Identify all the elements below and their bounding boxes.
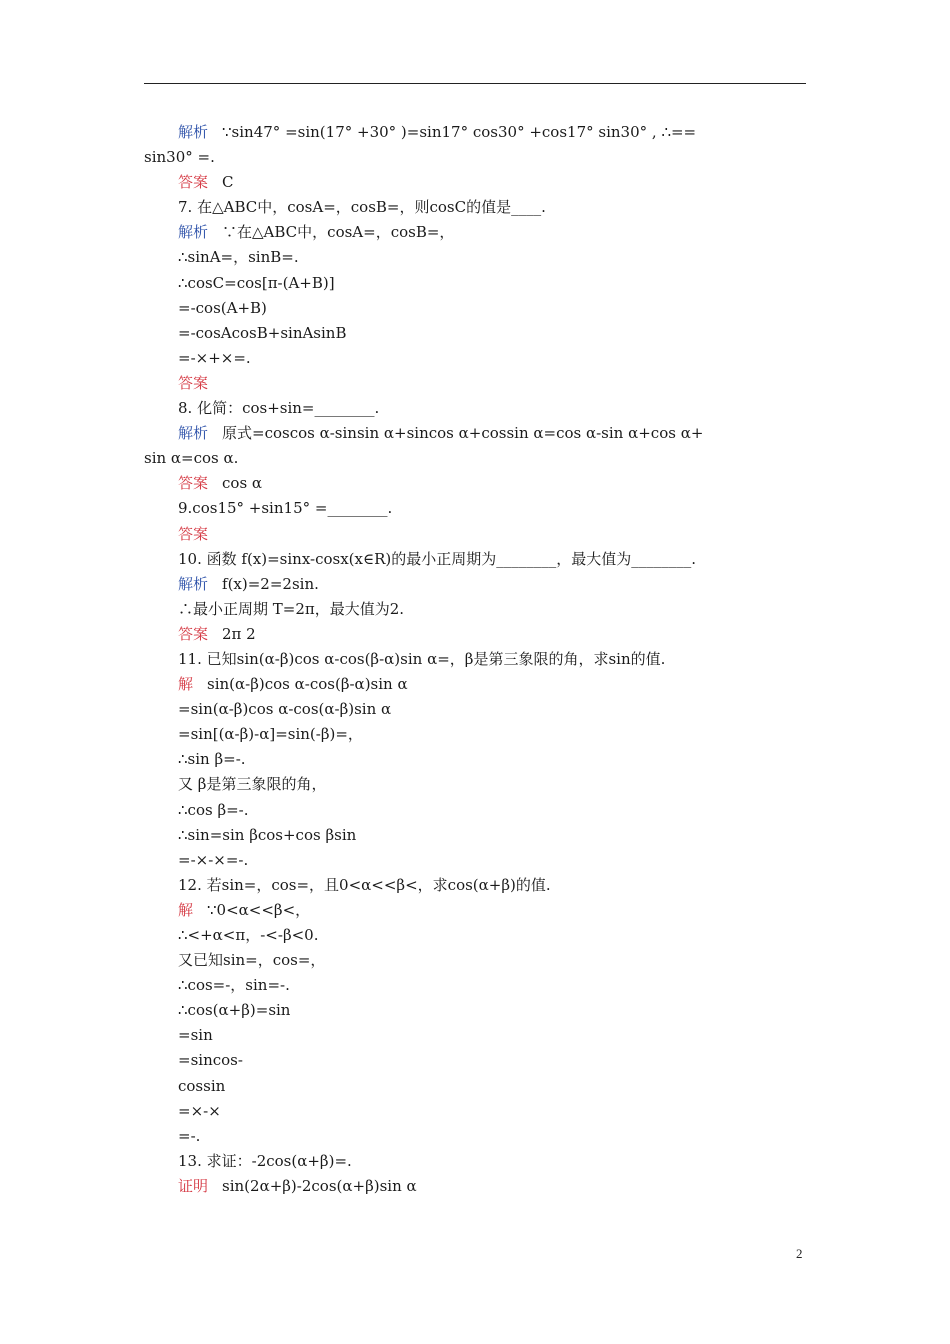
line-text: 10. 函数 f(x)=sinx-cosx(x∈R)的最小正周期为________，最大值为________. <box>178 549 697 568</box>
text-line <box>144 396 808 421</box>
text-line <box>144 722 808 747</box>
jiexi-label: 解析 <box>178 223 209 242</box>
text-line <box>144 1099 808 1124</box>
text-line <box>144 572 808 597</box>
text-line <box>144 1124 808 1149</box>
line-text: f(x)=2=2sin. <box>222 574 319 593</box>
text-line <box>144 647 808 672</box>
line-text: 8. 化简：cos+sin=________. <box>178 399 380 418</box>
text-line <box>144 195 808 220</box>
line-text: sin(α-β)cos α-cos(β-α)sin α <box>207 675 408 694</box>
line-text: =-cosAcosB+sinAsinB <box>178 323 347 342</box>
line-text: ∴cos β=-. <box>178 800 249 819</box>
line-text: 7. 在△ABC中，cosA=，cosB=，则cosC的值是____. <box>178 198 546 217</box>
text-line <box>144 697 808 722</box>
line-text: ∴最小正周期 T=2π，最大值为2. <box>178 599 405 618</box>
jiexi-label: 解析 <box>178 123 209 141</box>
line-text: ∵0<α<<β<， <box>207 900 311 919</box>
line-text: ∴sinA=，sinB=. <box>178 248 299 267</box>
line-text: ∴sin β=-. <box>178 750 246 769</box>
line-text: C <box>222 173 234 192</box>
text-line <box>144 220 808 245</box>
line-text: sin(2α+β)-2cos(α+β)sin α <box>222 1176 417 1195</box>
line-text: =-×+×=. <box>178 348 251 367</box>
text-line <box>144 973 808 998</box>
line-text: =-×-×=-. <box>178 850 249 869</box>
page-number: 2 <box>796 1246 803 1261</box>
text-line <box>144 547 808 572</box>
line-text: ∴cos=-，sin=-. <box>178 976 290 995</box>
zhengming-label: 证明 <box>178 1176 209 1195</box>
text-line <box>144 597 808 622</box>
text-line <box>144 522 808 547</box>
line-text: ∵sin47° =sin(17° +30° )=sin17° cos30° +cos17° sin30° , ∴== <box>222 123 697 141</box>
document-body <box>144 120 808 1199</box>
line-text: =-cos(A+B) <box>178 298 267 317</box>
line-text: =sincos- <box>178 1051 243 1070</box>
text-line <box>144 622 808 647</box>
daan-label: 答案 <box>178 474 209 493</box>
text-line <box>144 1074 808 1099</box>
line-text: =×-× <box>178 1101 221 1120</box>
jiexi-label: 解析 <box>178 574 209 593</box>
text-line <box>144 446 808 471</box>
line-text: =-. <box>178 1126 201 1145</box>
line-text: ∴sin=sin βcos+cos βsin <box>178 825 357 844</box>
line-text: =sin[(α-β)-α]=sin(-β)=， <box>178 725 363 744</box>
line-text: ∴<+α<π，-<-β<0. <box>178 926 319 944</box>
text-line <box>144 923 808 948</box>
line-text: 9.cos15° +sin15° =________. <box>178 499 393 518</box>
line-text: 又 β是第三象限的角， <box>178 775 327 794</box>
daan-label: 答案 <box>178 173 209 192</box>
text-line <box>144 371 808 396</box>
text-line <box>144 271 808 296</box>
line-text: 又已知sin=，cos=， <box>178 951 326 970</box>
text-line <box>144 170 808 195</box>
text-line <box>144 1149 808 1174</box>
line-text: 2π 2 <box>222 624 256 643</box>
line-text: cos α <box>222 474 263 493</box>
text-line <box>144 346 808 371</box>
header-rule <box>144 83 806 84</box>
jie-label: 解 <box>178 675 194 694</box>
text-line <box>144 747 808 772</box>
text-line <box>144 321 808 346</box>
text-line <box>144 145 808 170</box>
line-text: =sin(α-β)cos α-cos(α-β)sin α <box>178 700 392 719</box>
daan-label: 答案 <box>178 373 209 392</box>
text-line <box>144 823 808 848</box>
text-line <box>144 296 808 321</box>
text-line <box>144 672 808 697</box>
line-text: ∴cosC=cos[π-(A+B)] <box>178 273 335 292</box>
text-line <box>144 798 808 823</box>
line-text: 原式=coscos α-sinsin α+sincos α+cossin α=cos α-sin α+cos α+ <box>222 424 704 443</box>
daan-label: 答案 <box>178 524 209 543</box>
text-line <box>144 948 808 973</box>
line-text: 13. 求证：-2cos(α+β)=. <box>178 1151 352 1170</box>
text-line <box>144 772 808 797</box>
text-line <box>144 421 808 446</box>
line-text: ∵在△ABC中，cosA=，cosB=， <box>222 223 455 242</box>
line-text: sin30° =. <box>144 148 215 167</box>
daan-label: 答案 <box>178 624 209 643</box>
text-line <box>144 1048 808 1073</box>
text-line <box>144 1023 808 1048</box>
jie-label: 解 <box>178 900 194 919</box>
text-line <box>144 898 808 923</box>
text-line <box>144 998 808 1023</box>
text-line <box>144 471 808 496</box>
text-line <box>144 873 808 898</box>
jiexi-label: 解析 <box>178 424 209 443</box>
text-line <box>144 120 808 145</box>
line-text: =sin <box>178 1026 213 1045</box>
text-line <box>144 245 808 270</box>
text-line <box>144 1174 808 1199</box>
text-line <box>144 848 808 873</box>
line-text: cossin <box>178 1076 226 1095</box>
text-line <box>144 496 808 521</box>
line-text: 12. 若sin=，cos=，且0<α<<β<，求cos(α+β)的值. <box>178 875 551 894</box>
line-text: ∴cos(α+β)=sin <box>178 1001 291 1020</box>
line-text: sin α=cos α. <box>144 449 239 468</box>
line-text: 11. 已知sin(α-β)cos α-cos(β-α)sin α=，β是第三象限的角，求sin的值. <box>178 649 666 668</box>
